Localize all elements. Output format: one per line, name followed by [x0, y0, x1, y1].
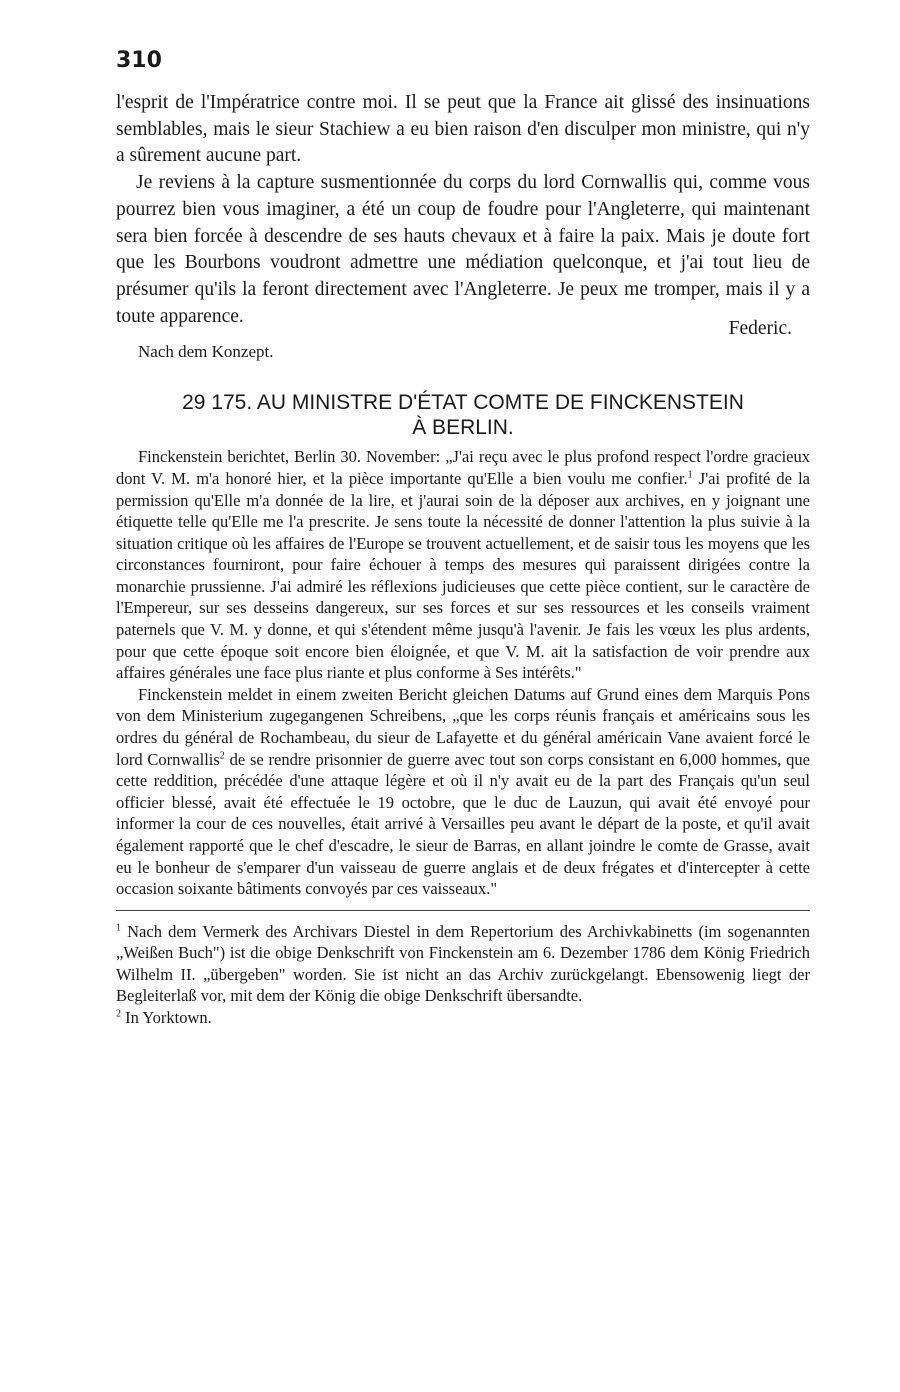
footnote-marker[interactable]: 2: [219, 750, 225, 762]
letter-paragraph: l'esprit de l'Impératrice contre moi. Il se peut que la France ait glissé des insinuations semblables, mais le sieur Stachiew a eu bien raison d'en disculper mon ministre, qui n'y a sûrement aucune part.: [116, 92, 810, 167]
report-text: Finckenstein meldet in einem zweiten Bericht gleichen Datums auf Grund eines dem Marquis Pons von dem Ministerium zugegangenen Schreibens, „que les corps réunis français et américains sous les ordres du général de Rochambeau, du sieur de Lafayette et du général américain Vane avaient forcé le lord Cornwallis: [116, 684, 810, 769]
heading-line: 29 175. AU MINISTRE D'ÉTAT COMTE DE FINCKENSTEIN: [182, 391, 744, 415]
report-paragraph: [116, 446, 810, 684]
report-text: J'ai profité de la permission qu'Elle m'a donnée de la lire, et j'aurai soin de la déposer aux archives, en y joignant une étiquette telle qu'Elle me l'a prescrite. Je sens toute la nécessité de donner l'attention la plus suivie à la situation critique où les affaires de l'Europe se trouvent actuellement, et de saisir tous les moyens que les circonstances fourniront, pour faire échouer à temps des mesures qui paraissent dirigées contre la monarchie prussienne. J'ai admiré les réflexions judicieuses que cette pièce contient, sur le caractère de l'Empereur, sur ses desseins dangereux, sur ses forces et sur ses ressources et les conseils vraiment paternels que V. M. y donne, et qui s'étendent même jusqu'à l'avenir. Je fais les vœux les plus ardents, pour que cette époque soit encore bien éloignée, et que V. M. ait la satisfaction de voir prendre aux affaires générales une face plus riante et plus conforme à Ses intérêts.": [116, 468, 810, 683]
document-page: [116, 46, 810, 1028]
footnote-number: 2: [116, 1008, 121, 1020]
letter-body: [116, 90, 810, 330]
footnote: [116, 1007, 810, 1029]
report-text: Finckenstein berichtet, Berlin 30. November: „J'ai reçu avec le plus profond respect l'ordre gracieux dont V. M. m'a honoré hier, et la pièce importante qu'Elle a bien voulu me confier.: [116, 447, 810, 488]
footnote-number: 1: [116, 922, 121, 934]
report-text: de se rendre prisonnier de guerre avec tout son corps consistant en 6,000 hommes, que cette reddition, précédée d'une attaque légère et où il n'y avait eu de la part des Français qu'un seul officier blessé, avait été effectuée le 19 octobre, que le duc de Lauzun, qui avait été envoyé pour informer la cour de ces nouvelles, était arrivé à Versailles peu avant le départ de la poste, et qu'il avait également rapporté que le chef d'escadre, le sieur de Barras, en allant joindre le comte de Grasse, avait eu le bonheur de s'emparer d'un vaisseau de guerre anglais et de deux frégates et d'intercepter à cette occasion soixante bâtiments convoyés par ces vaisseaux.": [116, 749, 810, 899]
footnote: [116, 921, 810, 1007]
page-number: 310: [116, 48, 162, 73]
source-note: Nach dem Konzept.: [138, 342, 274, 362]
footnote-text: Nach dem Vermerk des Archivars Diestel in dem Repertorium des Archivkabinetts (im sogenannten „Weißen Buch") ist die obige Denkschrift von Finckenstein am 6. Dezember 1786 dem König Friedrich Wilhelm II. „übergeben" worden. Sie ist nicht an das Archiv zurückgelangt. Ebensowenig liegt der Begleiterlaß vor, mit dem der König die obige Denkschrift übersandte.: [116, 921, 810, 1006]
letter-paragraph: Je reviens à la capture susmentionnée du corps du lord Cornwallis qui, comme vous pourrez bien vous imaginer, a été un coup de foudre pour l'Angleterre, qui maintenant sera bien forcée à descendre de ses hauts chevaux et à faire la paix. Mais je doute fort que les Bourbons voudront admettre une médiation quelconque, et j'ai tout lieu de présumer qu'ils la feront directement avec l'Angleterre. Je peux me tromper, mais il y a toute apparence.: [116, 172, 810, 327]
section-heading: [116, 390, 810, 440]
footnote-divider: [116, 910, 810, 911]
heading-line: À BERLIN.: [412, 416, 514, 440]
signature: Federic.: [728, 318, 792, 340]
footnote-text: In Yorktown.: [121, 1007, 212, 1027]
footnotes: [116, 921, 810, 1029]
report-paragraph: [116, 684, 810, 900]
footnote-marker[interactable]: 1: [687, 469, 693, 481]
report-summary: [116, 446, 810, 899]
